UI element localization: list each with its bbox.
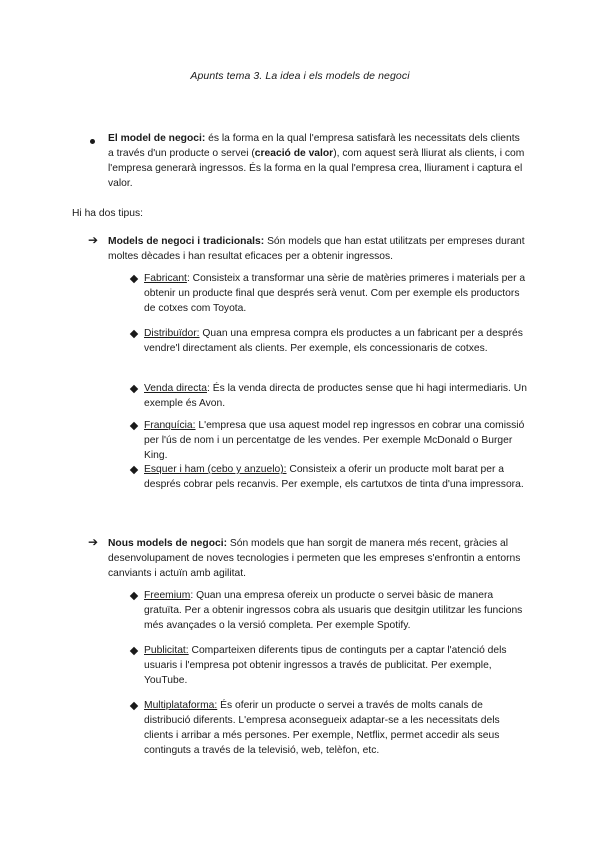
model-definition-term: El model de negoci:	[108, 133, 206, 144]
list-item-text: : És la venda directa de productes sense que hi hagi intermediaris. Un exemple és Avon.	[144, 383, 527, 409]
diamond-bullet-icon	[130, 330, 138, 338]
list-item-term: Freemium	[144, 590, 191, 601]
types-intro: Hi ha dos tipus:	[72, 208, 143, 219]
list-item-term: Publicitat:	[144, 645, 189, 656]
diamond-bullet-icon	[130, 466, 138, 474]
diamond-bullet-icon	[130, 592, 138, 600]
list-item-text: És oferir un producte o servei a través de molts canals de distribució diferents. L'empresa aconsegueix adaptar-se a les necessitats dels clients i arribar a més persones. Per exemple, Netflix, permet accedir als seus continguts a través de la televisió, web, telèfon, etc.	[144, 700, 500, 756]
diamond-bullet-icon	[130, 422, 138, 430]
value-creation-phrase: creació de valor	[254, 148, 334, 159]
traditional-models-text: Són models que han estat utilitzats per empreses durant moltes dècades i han resultat eficaces per a obtenir ingressos.	[108, 236, 525, 262]
list-item-multiplataforma	[144, 698, 529, 758]
list-item-venda-directa	[144, 381, 529, 411]
model-definition-text-a: és la forma en la qual l'empresa satisfarà les necessitats dels clients a través d'un producte o servei (	[108, 133, 520, 159]
list-item-text: L'empresa que usa aquest model rep ingressos en cobrar una comissió per l'ús de nom i un percentatge de les vendes. Per exemple McDonald o Burger King.	[144, 420, 525, 461]
arrow-bullet-icon: ➔	[88, 233, 99, 247]
model-definition-text-b: ), com aquest serà lliurat als clients, i com l'empresa generarà ingressos. És la forma en la qual l'empresa crea, lliurament i captura el valor.	[108, 148, 525, 189]
diamond-bullet-icon	[130, 385, 138, 393]
new-models-term: Nous models de negoci:	[108, 538, 228, 549]
list-item-text: : Quan una empresa ofereix un producte o servei bàsic de manera gratuïta. Per a obtenir ingressos cobra als usuaris que desitgin utilitzar les funcions més avançades o la versió completa. Per exemple Spotify.	[144, 590, 523, 631]
list-item-text: Comparteixen diferents tipus de continguts per a captar l'atenció dels usuaris i l'empresa pot obtenir ingressos a través de publicitat. Per exemple, YouTube.	[144, 645, 507, 686]
list-item-franquicia	[144, 418, 529, 463]
model-definition-paragraph	[108, 131, 528, 191]
list-item-text: : Consisteix a transformar una sèrie de matèries primeres i materials per a obtenir un producte final que després serà venut. Com per exemple els productors de cotxes com Toyota.	[144, 273, 526, 314]
new-models-paragraph	[108, 536, 528, 581]
list-item-distribuidor	[144, 326, 529, 356]
traditional-models-term: Models de negoci i tradicionals:	[108, 236, 265, 247]
diamond-bullet-icon	[130, 702, 138, 710]
list-item-term: Multiplataforma:	[144, 700, 218, 711]
list-item-fabricant	[144, 271, 529, 316]
list-item-esquer-i-ham	[144, 462, 529, 492]
arrow-bullet-icon: ➔	[88, 535, 99, 549]
diamond-bullet-icon	[130, 647, 138, 655]
traditional-models-paragraph	[108, 234, 528, 264]
list-item-term: Fabricant	[144, 273, 187, 284]
bullet-dot-icon	[90, 139, 95, 144]
list-item-term: Venda directa	[144, 383, 207, 394]
list-item-freemium	[144, 588, 529, 633]
new-models-text: Són models que han sorgit de manera més recent, gràcies al desenvolupament de noves tecnologies i permeten que les empreses s'enfrontin a entorns canviants i actuïn amb agilitat.	[108, 538, 521, 579]
document-title: Apunts tema 3. La idea i els models de negoci	[190, 70, 410, 82]
list-item-text: Consisteix a oferir un producte molt barat per a després cobrar pels recanvis. Per exemple, els cartutxos de tinta d'una impressora.	[144, 464, 524, 490]
list-item-term: Distribuïdor:	[144, 328, 200, 339]
list-item-term: Esquer i ham (cebo y anzuelo):	[144, 464, 287, 475]
list-item-term: Franquícia:	[144, 420, 196, 431]
list-item-publicitat	[144, 643, 529, 688]
list-item-text: Quan una empresa compra els productes a un fabricant per a després vendre'l directament als clients. Per exemple, els concessionaris de cotxes.	[144, 328, 523, 354]
diamond-bullet-icon	[130, 275, 138, 283]
